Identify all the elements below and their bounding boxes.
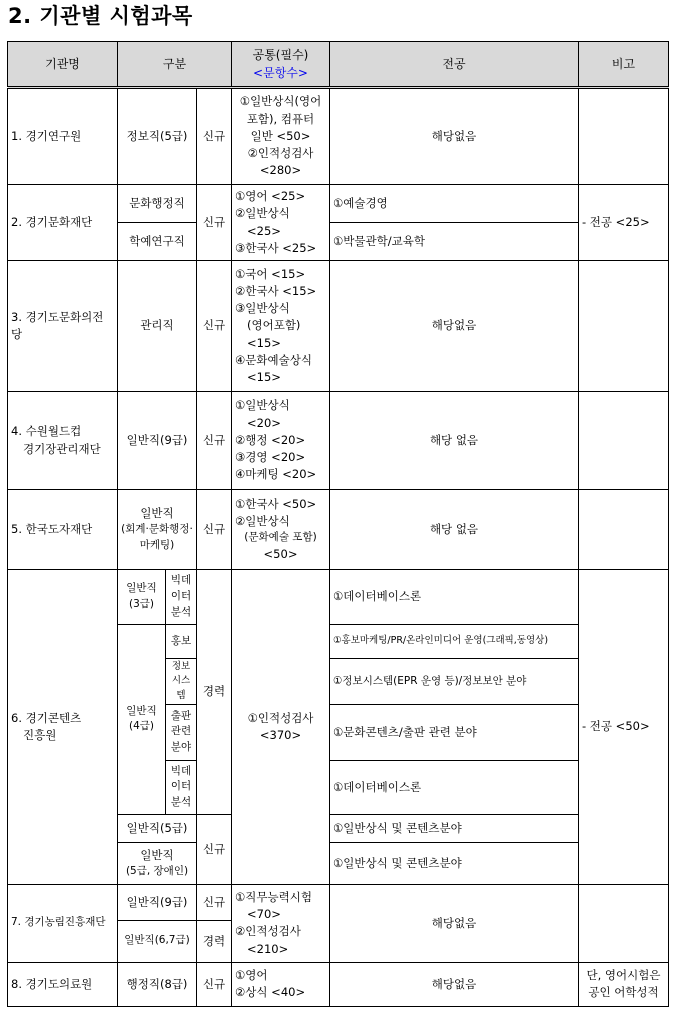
org-cell: 8. 경기도의료원 — [8, 962, 118, 1006]
common-cell: ①일반상식 <20> ②행정 <20> ③경영 <20> ④마케팅 <20> — [232, 392, 330, 490]
note-cell: 단, 영어시험은 공인 어학성적 — [579, 962, 669, 1006]
hire-type-cell: 경력 — [197, 570, 232, 815]
major-cell: 해당없음 — [330, 884, 579, 962]
major-cell: ①정보시스템(EPR 운영 등)/정보보안 분야 — [330, 659, 579, 705]
hire-type-cell: 경력 — [197, 920, 232, 962]
common-cell: ①직무능력시험 <70> ②인적성검사 <210> — [232, 884, 330, 962]
table-row — [8, 88, 669, 185]
division-cell: 관리직 — [118, 261, 197, 392]
table-row — [8, 490, 669, 570]
major-cell: ①홍보마케팅/PR/온라인미디어 운영(그래픽,동영상) — [330, 625, 579, 659]
major-cell: ①데이터베이스론 — [330, 570, 579, 625]
major-cell: 해당없음 — [330, 962, 579, 1006]
table-row — [8, 570, 669, 625]
header-note: 비고 — [579, 42, 669, 88]
division-cell: 일반직 (5급, 장애인) — [118, 842, 197, 884]
org-cell: 3. 경기도문화의전당 — [8, 261, 118, 392]
table-row — [8, 392, 669, 490]
header-common: 공통(필수) <문항수> — [232, 42, 330, 88]
hire-type-cell: 신규 — [197, 814, 232, 884]
note-cell — [579, 490, 669, 570]
page-title: 2. 기관별 시험과목 — [8, 4, 193, 28]
major-cell: ①데이터베이스론 — [330, 760, 579, 814]
note-cell — [579, 88, 669, 185]
common-cell: ①인적성검사 <370> — [232, 570, 330, 885]
exam-subject-table — [7, 41, 669, 1007]
major-cell: 해당없음 — [330, 261, 579, 392]
subfield-cell: 빅데 이터 분석 — [166, 570, 197, 625]
division-cell: 학예연구직 — [118, 223, 197, 261]
major-cell: ①박물관학/교육학 — [330, 223, 579, 261]
hire-type-cell: 신규 — [197, 490, 232, 570]
note-cell — [579, 884, 669, 962]
division-cell: 일반직 (3급) — [118, 570, 166, 625]
major-cell: ①예술경영 — [330, 185, 579, 223]
common-cell: ①한국사 <50> ②일반상식 (문화예술 포함) <50> — [232, 490, 330, 570]
common-cell: ①국어 <15> ②한국사 <15> ③일반상식 (영어포함) <15> ④문화예술상식 <15> — [232, 261, 330, 392]
note-cell: - 전공 <50> — [579, 570, 669, 885]
division-cell: 일반직(5급) — [118, 814, 197, 842]
division-cell: 일반직 (회계·문화행정· 마케팅) — [118, 490, 197, 570]
subfield-cell: 빅데 이터 분석 — [166, 760, 197, 814]
subfield-cell: 정보 시스템 — [166, 659, 197, 705]
note-cell: - 전공 <25> — [579, 185, 669, 261]
major-cell: 해당없음 — [330, 88, 579, 185]
org-cell: 1. 경기연구원 — [8, 88, 118, 185]
hire-type-cell: 신규 — [197, 392, 232, 490]
header-org: 기관명 — [8, 42, 118, 88]
major-cell: ①일반상식 및 콘텐츠분야 — [330, 842, 579, 884]
division-cell: 일반직(9급) — [118, 884, 197, 920]
common-cell: ①영어 <25> ②일반상식 <25> ③한국사 <25> — [232, 185, 330, 261]
header-major: 전공 — [330, 42, 579, 88]
division-cell: 문화행정직 — [118, 185, 197, 223]
org-cell: 7. 경기농림진흥재단 — [8, 884, 118, 962]
note-cell — [579, 261, 669, 392]
subfield-cell: 홍보 — [166, 625, 197, 659]
major-cell: ①문화콘텐츠/출판 관련 분야 — [330, 704, 579, 760]
note-cell — [579, 392, 669, 490]
hire-type-cell: 신규 — [197, 884, 232, 920]
hire-type-cell: 신규 — [197, 261, 232, 392]
org-cell: 4. 수원월드컵 경기장관리재단 — [8, 392, 118, 490]
hire-type-cell: 신규 — [197, 962, 232, 1006]
major-cell: ①일반상식 및 콘텐츠분야 — [330, 814, 579, 842]
major-cell: 해당 없음 — [330, 392, 579, 490]
table-row — [8, 185, 669, 223]
org-cell: 5. 한국도자재단 — [8, 490, 118, 570]
org-cell: 6. 경기콘텐츠 진흥원 — [8, 570, 118, 885]
common-cell: ①일반상식(영어 포함), 컴퓨터 일반 <50> ②인적성검사 <280> — [232, 88, 330, 185]
org-cell: 2. 경기문화재단 — [8, 185, 118, 261]
table-row — [8, 261, 669, 392]
table-row — [8, 884, 669, 920]
hire-type-cell: 신규 — [197, 185, 232, 261]
table-row — [8, 962, 669, 1006]
division-cell: 정보직(5급) — [118, 88, 197, 185]
division-cell: 일반직 (4급) — [118, 625, 166, 815]
common-cell: ①영어 ②상식 <40> — [232, 962, 330, 1006]
division-cell: 일반직(6,7급) — [118, 920, 197, 962]
subfield-cell: 출판 관련 분야 — [166, 704, 197, 760]
hire-type-cell: 신규 — [197, 88, 232, 185]
major-cell: 해당 없음 — [330, 490, 579, 570]
header-division: 구분 — [118, 42, 232, 88]
division-cell: 행정직(8급) — [118, 962, 197, 1006]
division-cell: 일반직(9급) — [118, 392, 197, 490]
